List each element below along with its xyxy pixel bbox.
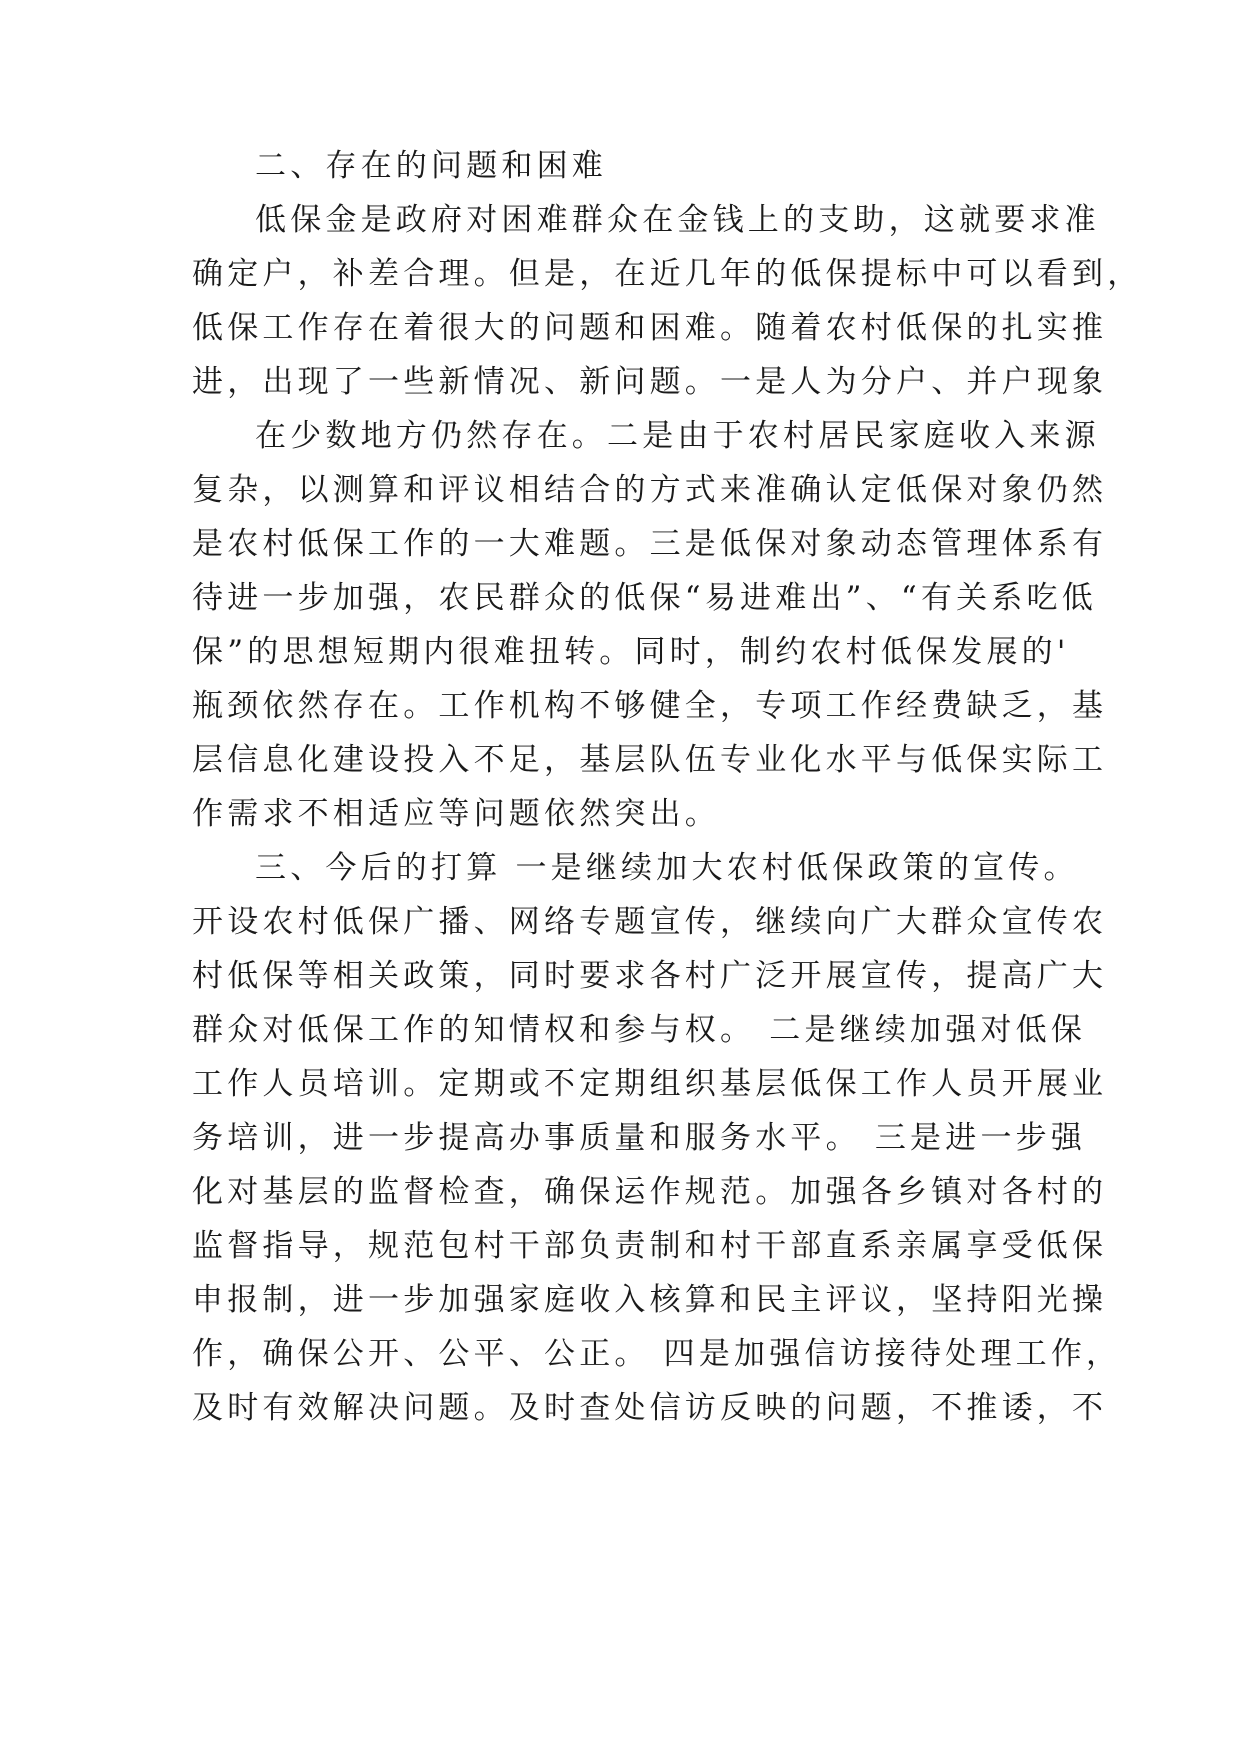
- paragraph-line: 开设农村低保广播、网络专题宣传，继续向广大群众宣传农: [192, 904, 1108, 940]
- paragraph-line: 低保金是政府对困难群众在金钱上的支助，这就要求准: [255, 202, 1100, 238]
- section-heading-plans: 三、今后的打算 一是继续加大农村低保政策的宣传。: [255, 850, 1079, 886]
- paragraph-line: 工作人员培训。定期或不定期组织基层低保工作人员开展业: [192, 1066, 1108, 1102]
- paragraph-line: 低保工作存在着很大的问题和困难。随着农村低保的扎实推: [192, 310, 1108, 346]
- paragraph-line: 瓶颈依然存在。工作机构不够健全，专项工作经费缺乏，基: [192, 688, 1108, 724]
- paragraph-line: 化对基层的监督检查，确保运作规范。加强各乡镇对各村的: [192, 1174, 1108, 1210]
- paragraph-line: 作需求不相适应等问题依然突出。: [192, 796, 720, 832]
- paragraph-line: 层信息化建设投入不足，基层队伍专业化水平与低保实际工: [192, 742, 1108, 778]
- paragraph-line: 在少数地方仍然存在。二是由于农村居民家庭收入来源: [255, 418, 1100, 454]
- paragraph-line: 作，确保公开、公平、公正。 四是加强信访接待处理工作，: [192, 1336, 1122, 1372]
- paragraph-line: 申报制，进一步加强家庭收入核算和民主评议，坚持阳光操: [192, 1282, 1108, 1318]
- paragraph-line: 进，出现了一些新情况、新问题。一是人为分户、并户现象: [192, 364, 1108, 400]
- paragraph-line: 待进一步加强，农民群众的低保“易进难出”、“有关系吃低: [192, 580, 1097, 616]
- paragraph-line: 确定户，补差合理。但是，在近几年的低保提标中可以看到，: [192, 256, 1143, 292]
- paragraph-line: 群众对低保工作的知情权和参与权。 二是继续加强对低保: [192, 1012, 1087, 1048]
- paragraph-line: 村低保等相关政策，同时要求各村广泛开展宣传，提高广大: [192, 958, 1108, 994]
- section-heading-problems: 二、存在的问题和困难: [255, 148, 607, 184]
- paragraph-line: 是农村低保工作的一大难题。三是低保对象动态管理体系有: [192, 526, 1108, 562]
- paragraph-line: 保”的思想短期内很难扭转。同时，制约农村低保发展的': [192, 634, 1070, 670]
- paragraph-line: 及时有效解决问题。及时查处信访反映的问题，不推诿，不: [192, 1390, 1108, 1426]
- paragraph-line: 监督指导，规范包村干部负责制和村干部直系亲属享受低保: [192, 1228, 1108, 1264]
- paragraph-line: 复杂，以测算和评议相结合的方式来准确认定低保对象仍然: [192, 472, 1108, 508]
- paragraph-line: 务培训，进一步提高办事质量和服务水平。 三是进一步强: [192, 1120, 1087, 1156]
